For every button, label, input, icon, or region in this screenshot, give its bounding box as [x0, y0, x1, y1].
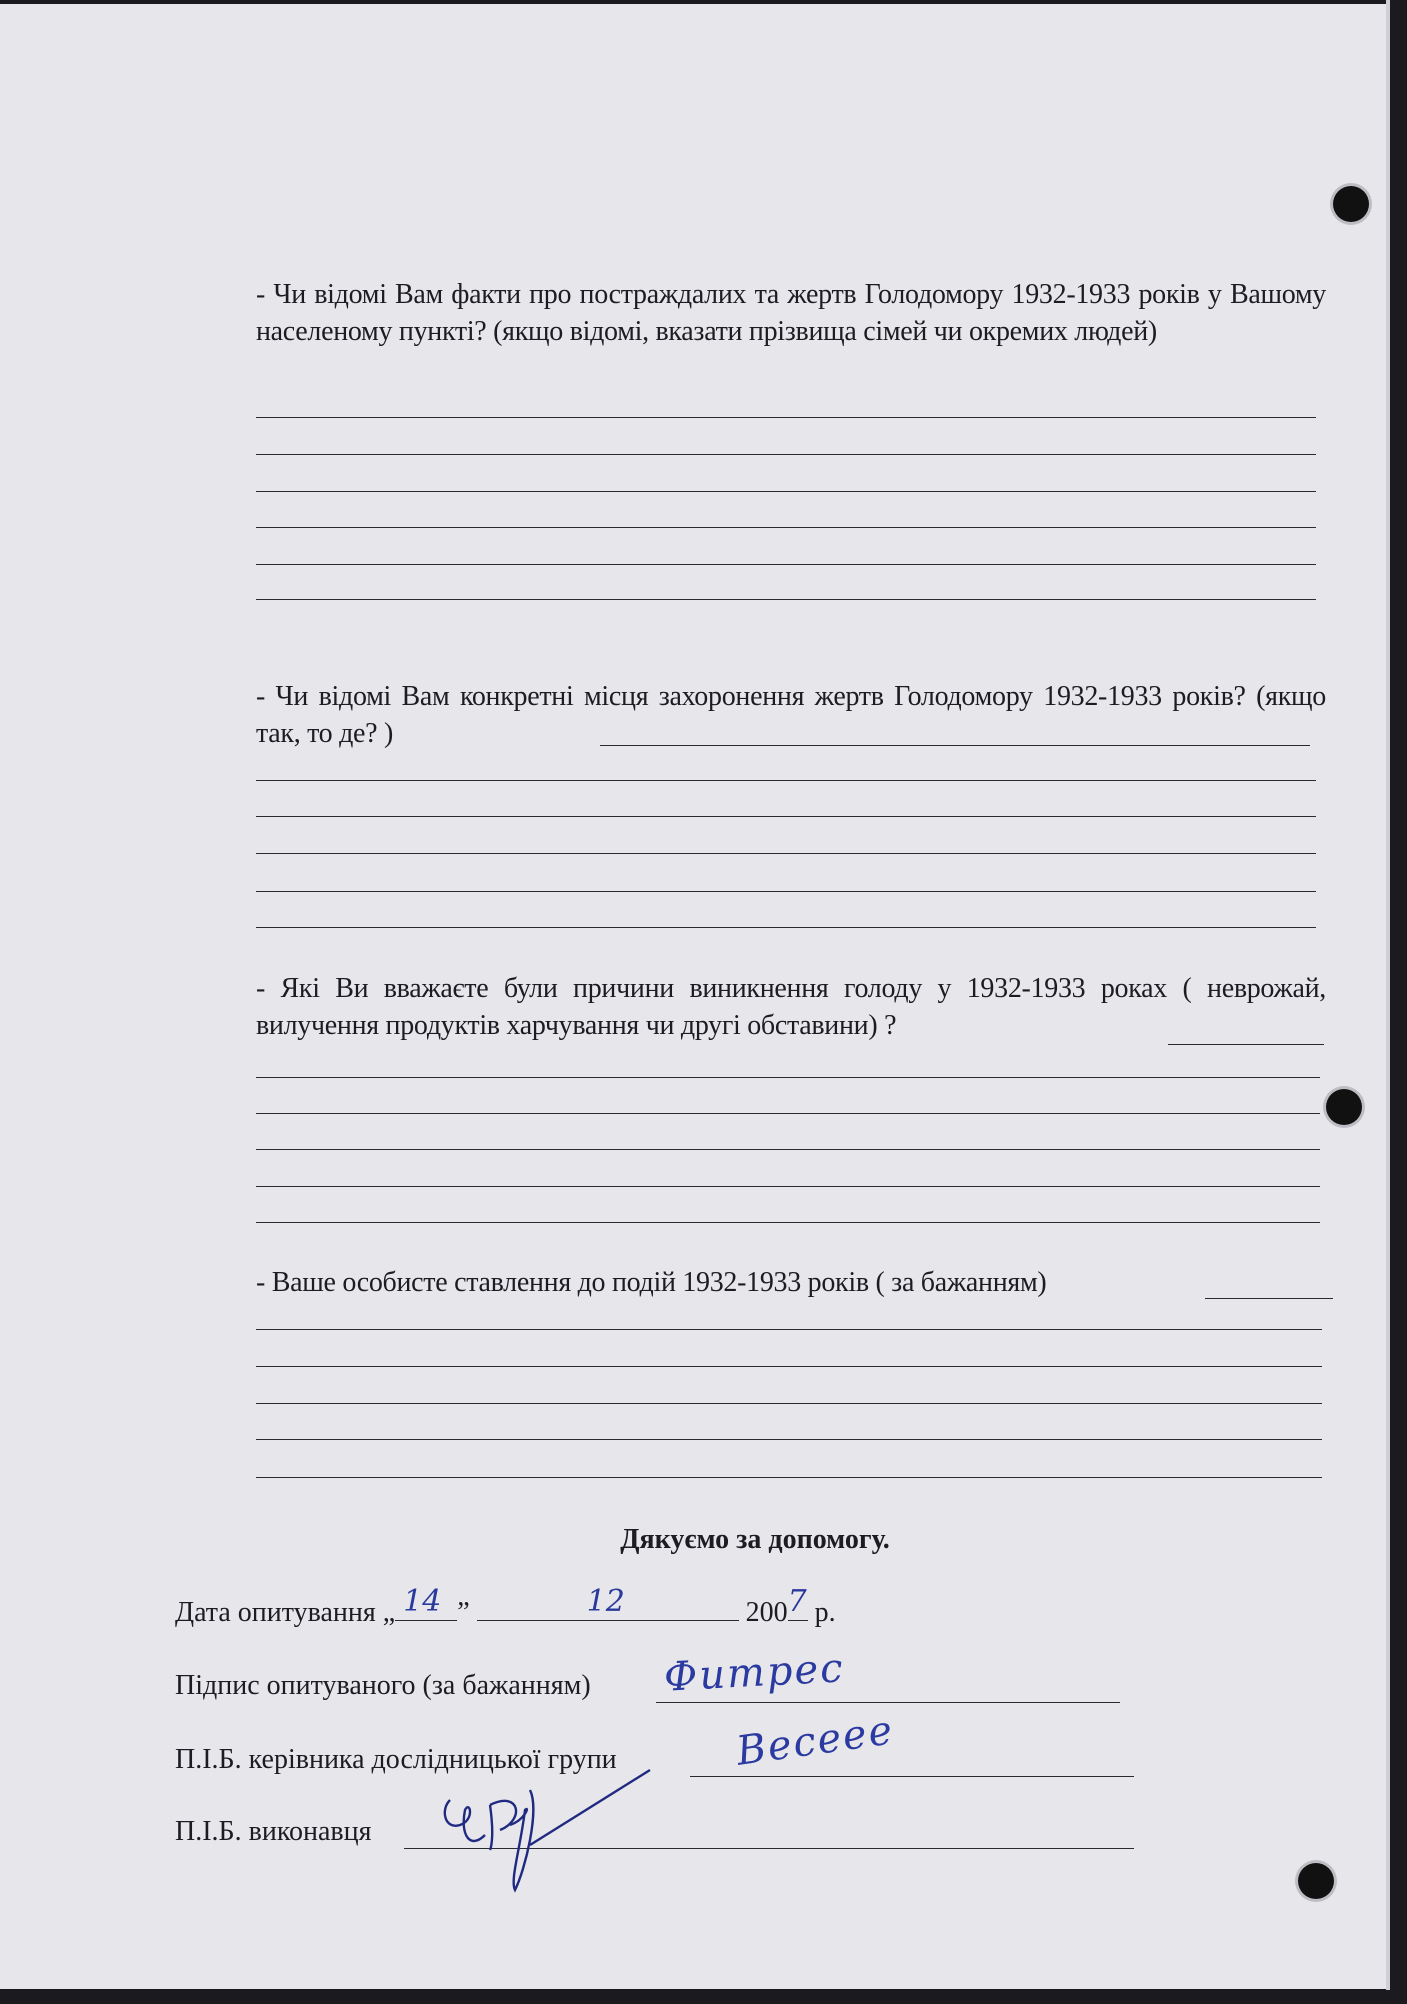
question-3: - Які Ви вважаєте були причини виникнення голоду у 1932-1933 роках ( неврожай, вилучення продуктів харчування чи другі обставини) ? — [256, 973, 1326, 1041]
answer-line — [256, 1149, 1320, 1150]
answer-line — [256, 1439, 1322, 1440]
respondent-signature-label: Підпис опитуваного (за бажанням) — [175, 1670, 591, 1701]
punch-hole — [1326, 1089, 1362, 1125]
answer-line — [1168, 1044, 1324, 1045]
signature-line — [690, 1776, 1134, 1777]
answer-line — [256, 1403, 1322, 1404]
answer-line — [256, 417, 1316, 418]
answer-line — [256, 1329, 1322, 1330]
close-quote: ” — [457, 1597, 470, 1628]
answer-line — [256, 491, 1316, 492]
month-field — [477, 1584, 739, 1621]
answer-line — [256, 1366, 1322, 1367]
answer-line — [256, 927, 1316, 928]
answer-line — [256, 1113, 1320, 1114]
executor-label: П.І.Б. виконавця — [175, 1816, 372, 1847]
answer-line — [256, 891, 1316, 892]
leader-signature: Весеее — [733, 1707, 897, 1775]
year-field — [787, 1584, 808, 1621]
answer-line — [600, 745, 1310, 746]
leader-label: П.І.Б. керівника дослідницької групи — [175, 1744, 617, 1775]
page-edge — [1386, 0, 1390, 1990]
signature-line — [656, 1702, 1120, 1703]
day-value: 14 — [403, 1584, 442, 1619]
answer-line — [256, 599, 1316, 600]
answer-line — [256, 816, 1316, 817]
answer-line — [256, 527, 1316, 528]
answer-line — [256, 1077, 1320, 1078]
answer-line — [256, 564, 1316, 565]
executor-signature — [430, 1750, 670, 1900]
year-prefix: 200 — [745, 1597, 788, 1628]
question-4: - Ваше особисте ставлення до подій 1932-1933 років ( за бажанням) — [256, 1267, 1047, 1298]
thanks-heading: Дякуємо за допомогу. — [620, 1524, 890, 1555]
punch-hole — [1298, 1863, 1334, 1899]
punch-hole — [1333, 186, 1369, 222]
answer-line — [256, 454, 1316, 455]
date-label: Дата опитування — [175, 1597, 376, 1628]
question-2: - Чи відомі Вам конкретні місця захоронення жертв Голодомору 1932-1933 років? (якщо так, то де? ) — [256, 681, 1326, 749]
date-row — [175, 1584, 836, 1629]
month-value: 12 — [586, 1584, 625, 1619]
respondent-signature: Фитрес — [662, 1645, 846, 1701]
day-field — [395, 1584, 457, 1621]
answer-line — [256, 780, 1316, 781]
answer-line — [1205, 1298, 1333, 1299]
year-suffix: р. — [814, 1597, 836, 1628]
open-quote: „ — [382, 1597, 396, 1628]
year-digit: 7 — [787, 1584, 807, 1619]
answer-line — [256, 853, 1316, 854]
answer-line — [256, 1186, 1320, 1187]
answer-line — [256, 1222, 1320, 1223]
question-1: - Чи відомі Вам факти про постраждалих та жертв Голодомору 1932-1933 років у Вашому населеному пункті? (якщо відомі, вказати прізвища сімей чи окремих людей) — [256, 279, 1326, 347]
answer-line — [256, 1477, 1322, 1478]
